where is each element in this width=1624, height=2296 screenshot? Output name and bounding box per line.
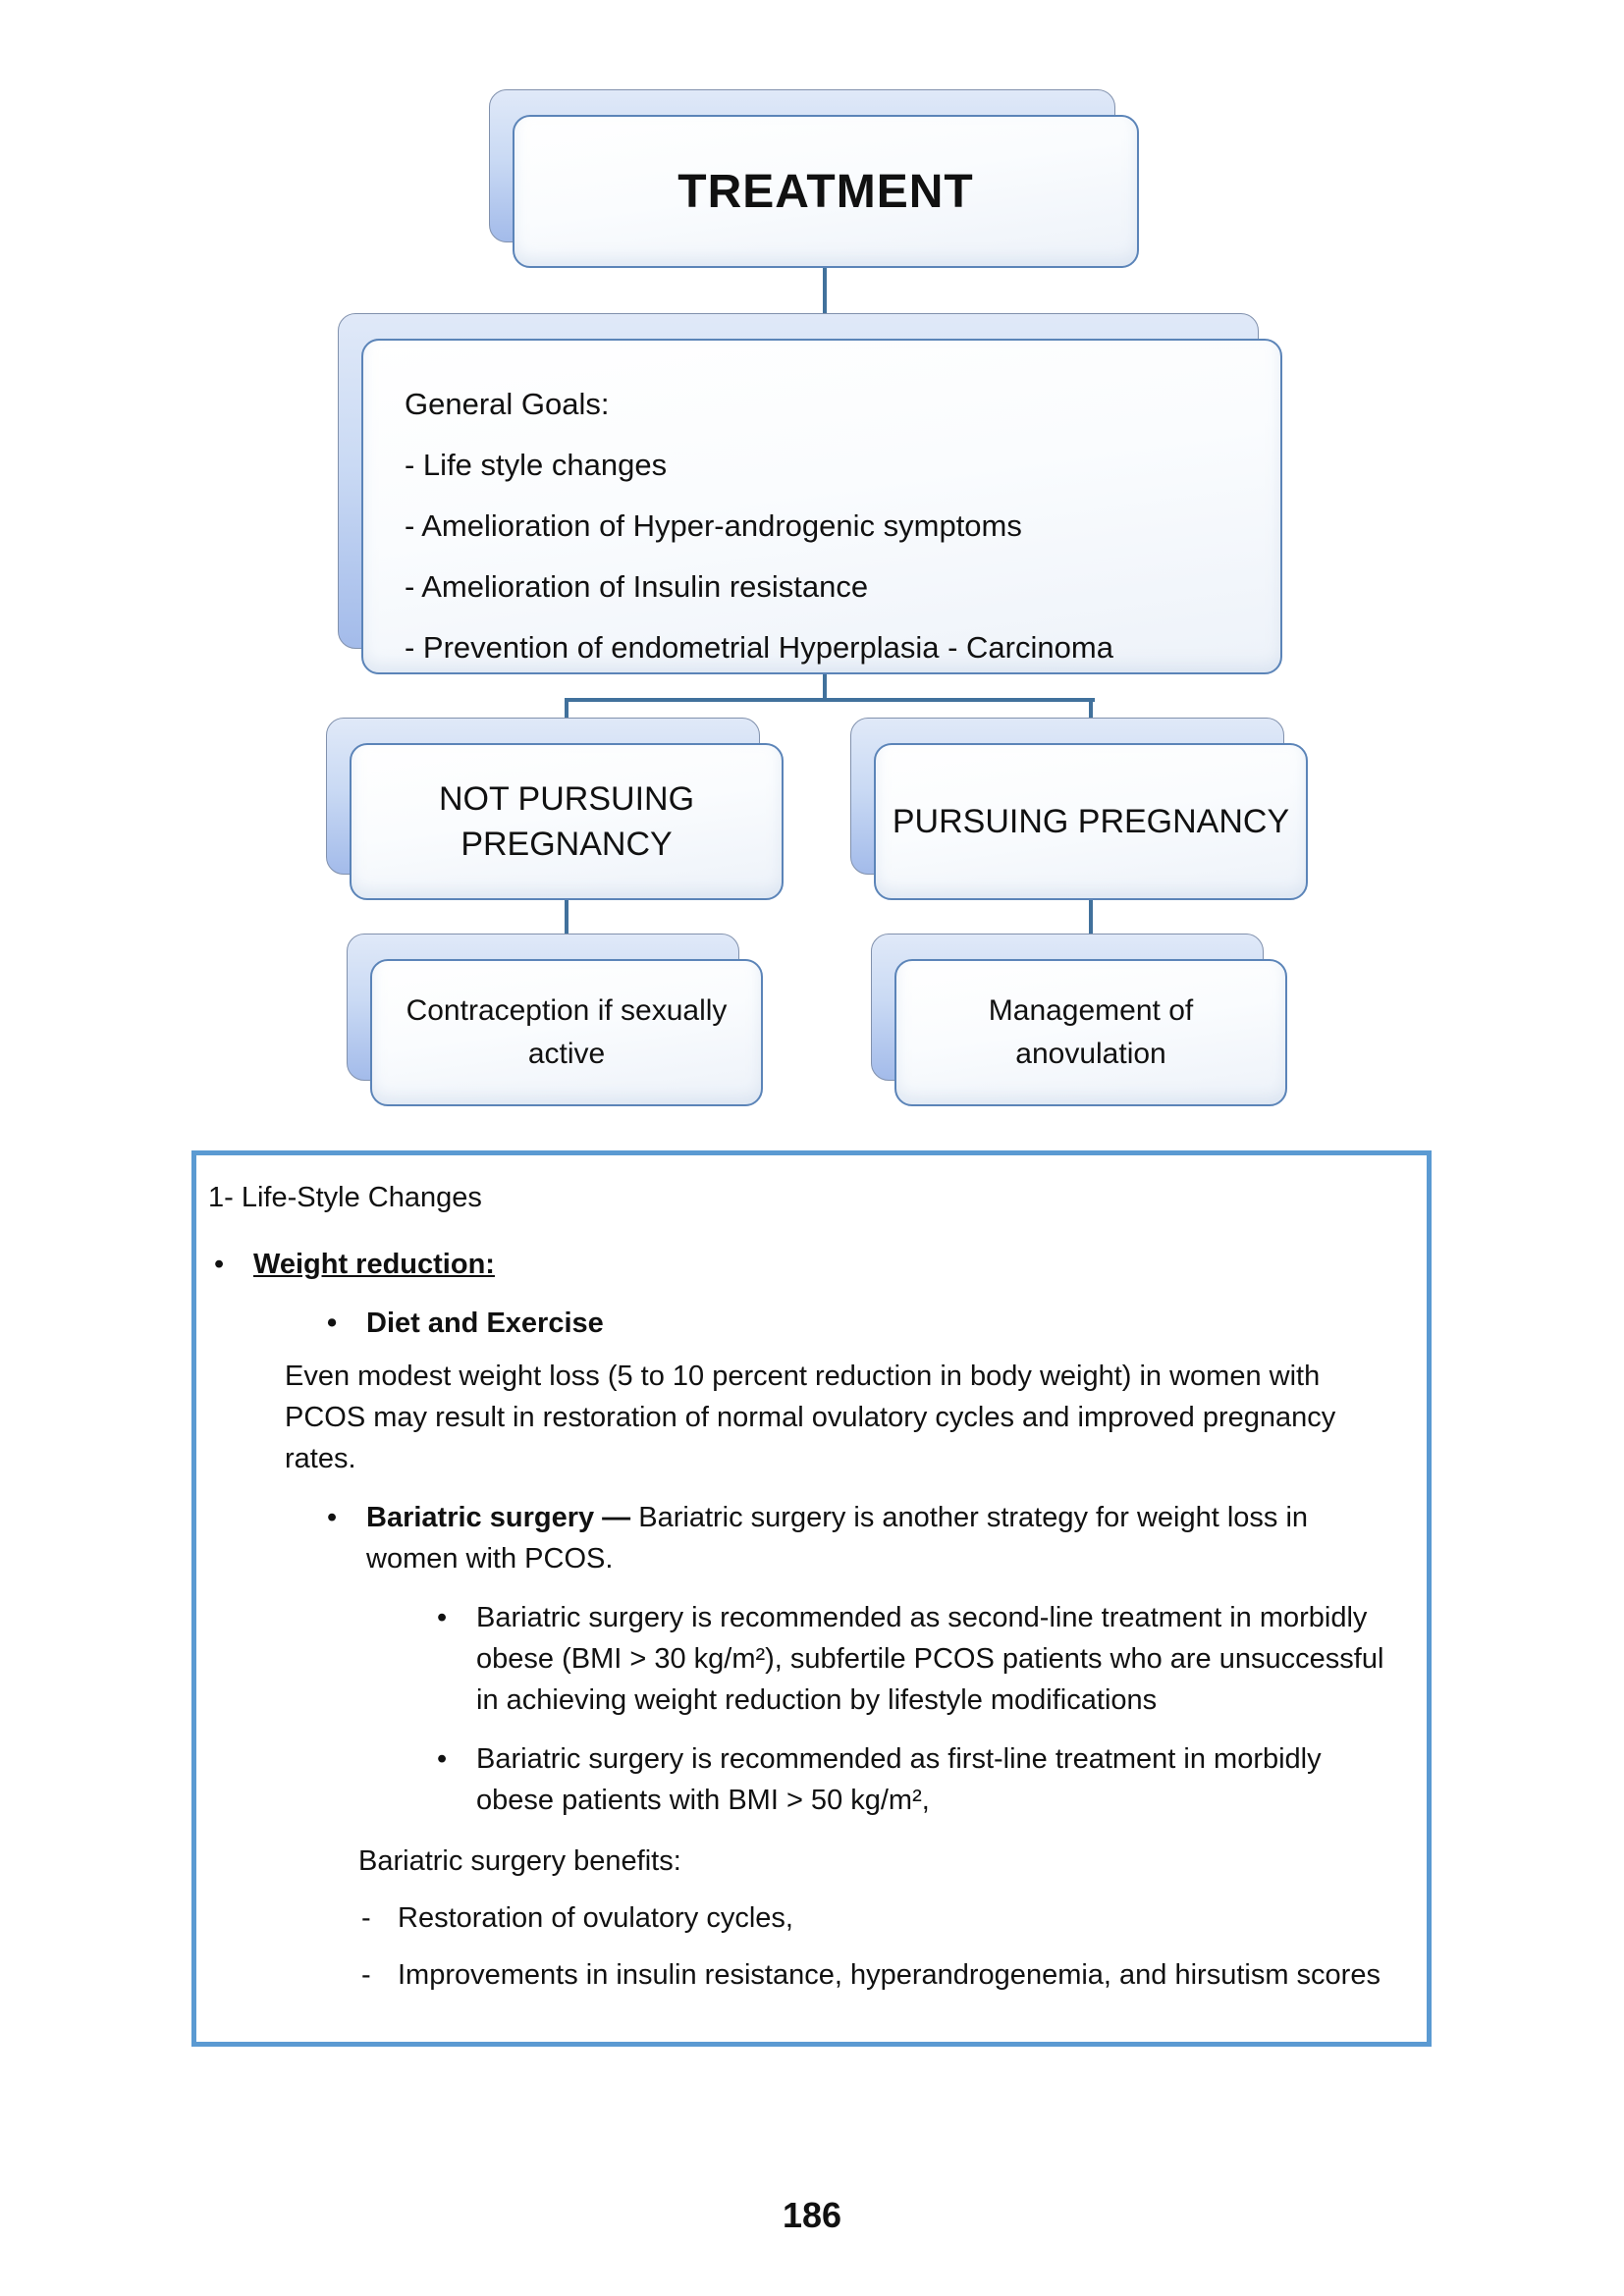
connector-split-horizontal	[565, 698, 1095, 702]
node-not-pursuing-pregnancy	[350, 743, 784, 900]
general-goals-text	[363, 341, 1280, 678]
bullet-icon: •	[437, 1743, 448, 1775]
diet-exercise-item	[208, 1303, 1387, 1344]
bullet-icon: •	[214, 1249, 225, 1280]
bariatric-surgery-label: Bariatric surgery	[366, 1502, 595, 1533]
node-treatment-box	[513, 115, 1139, 268]
modest-weight-loss-paragraph: Even modest weight loss (5 to 10 percent reduction in body weight) in women with PCOS may result in restoration of normal ovulatory cycles and improved pregnancy rates.	[285, 1361, 1336, 1474]
bariatric-second-line-text: Bariatric surgery is recommended as second-line treatment in morbidly obese (BMI > 30 kg/m²), subfertile PCOS patients who are unsuccessful in achieving weight reduction by lifestyle modifications	[476, 1602, 1384, 1716]
benefit-text: Improvements in insulin resistance, hyperandrogenemia, and hirsutism scores	[398, 1959, 1380, 1991]
lifestyle-notes-box	[191, 1150, 1432, 2047]
node-pursuing-box	[874, 743, 1308, 900]
em-dash: —	[594, 1502, 639, 1533]
diet-exercise-label: Diet and Exercise	[366, 1308, 604, 1339]
notes-heading: 1- Life-Style Changes	[208, 1182, 482, 1213]
bullet-icon: •	[327, 1502, 338, 1533]
treatment-flowchart	[0, 0, 1624, 1139]
node-general-goals	[361, 339, 1282, 674]
node-management-anovulation	[894, 959, 1287, 1106]
node-treatment	[513, 115, 1139, 268]
node-pursuing-pregnancy	[874, 743, 1308, 900]
weight-reduction-item	[208, 1244, 1387, 1285]
bariatric-surgery-text: Bariatric surgery is another strategy for weight loss in women with PCOS.	[366, 1502, 1309, 1575]
bariatric-first-line-text: Bariatric surgery is recommended as first-line treatment in morbidly obese patients with BMI > 50 kg/m²,	[476, 1743, 1322, 1816]
node-management-box	[894, 959, 1287, 1106]
node-contraception-box	[370, 959, 763, 1106]
node-not-pursuing-label: NOT PURSUING PREGNANCY	[438, 780, 695, 863]
bullet-icon: •	[327, 1308, 338, 1339]
node-general-goals-box	[361, 339, 1282, 674]
node-contraception	[370, 959, 763, 1106]
benefit-item	[208, 1897, 1387, 1939]
benefits-heading: Bariatric surgery benefits:	[358, 1845, 681, 1877]
bullet-icon: •	[437, 1602, 448, 1633]
bariatric-first-line-item	[208, 1738, 1387, 1821]
general-goals-item: - Prevention of endometrial Hyperplasia - Carcinoma	[405, 630, 1113, 665]
weight-reduction-label: Weight reduction:	[253, 1249, 495, 1280]
node-not-pursuing-box	[350, 743, 784, 900]
page-number: 186	[782, 2195, 842, 2235]
general-goals-item: - Life style changes	[405, 448, 668, 482]
dash-icon: -	[361, 1902, 371, 1934]
general-goals-item: - Amelioration of Insulin resistance	[405, 569, 869, 604]
general-goals-title: General Goals:	[405, 387, 610, 421]
bariatric-surgery-item	[208, 1497, 1387, 1579]
general-goals-item: - Amelioration of Hyper-androgenic symptoms	[405, 508, 1022, 543]
benefit-text: Restoration of ovulatory cycles,	[398, 1902, 793, 1934]
node-treatment-label: TREATMENT	[677, 165, 974, 218]
benefit-item	[208, 1954, 1387, 1996]
node-management-label: Management of anovulation	[988, 994, 1194, 1070]
node-pursuing-label: PURSUING PREGNANCY	[892, 803, 1290, 840]
node-contraception-label: Contraception if sexually active	[406, 994, 728, 1070]
dash-icon: -	[361, 1959, 371, 1991]
bariatric-second-line-item	[208, 1597, 1387, 1721]
